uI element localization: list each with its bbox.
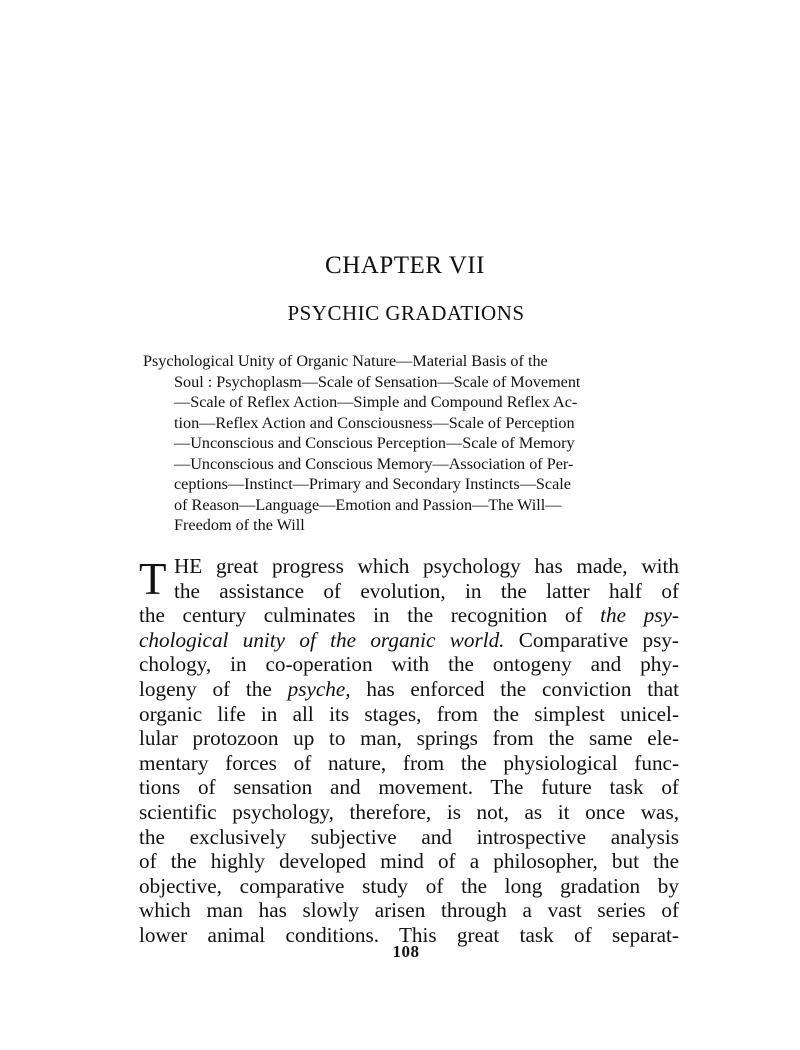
body-line [139,603,679,628]
synopsis-line: tion—Reflex Action and Consciousness—Scale of Perception [174,413,575,432]
body-line-text: has enforced the conviction that [350,676,679,701]
body-line: tions of sensation and movement. The future task of [139,775,679,800]
body-line: of the highly developed mind of a philosopher, but the [139,849,679,874]
drop-cap: T [139,554,167,604]
body-line: lular protozoon up to man, springs from the same ele- [139,726,679,751]
emphasis-text: the psy- [600,603,679,628]
synopsis-line: Psychological Unity of Organic Nature—Material Basis of the [143,352,548,370]
chapter-title: CHAPTER VII [325,252,485,279]
page-number: 108 [392,942,420,961]
emphasis-text: psyche, [287,676,351,701]
body-line-text: Comparative psy- [504,627,679,652]
body-line: lower animal conditions. This great task of separat- [139,922,679,947]
body-line: scientific psychology, therefore, is not, as it once was, [139,799,679,824]
body-line: which man has slowly arisen through a vast series of [139,898,679,923]
synopsis-line: of Reason—Language—Emotion and Passion—The Will— [174,495,562,514]
synopsis-line: —Unconscious and Conscious Perception—Scale of Memory [174,434,575,452]
chapter-subtitle: PSYCHIC GRADATIONS [287,301,525,325]
synopsis-line: —Unconscious and Conscious Memory—Association of Per- [174,454,574,473]
body-line: HE great progress which psychology has made, with [174,554,679,578]
synopsis-line: ceptions—Instinct—Primary and Secondary Instincts—Scale [174,475,571,493]
body-line-text: logeny of the [139,676,288,701]
body-line: mentary forces of nature, from the physiological func- [139,750,679,775]
body-paragraph [139,554,679,948]
body-line: chology, in co-operation with the ontogeny and phy- [139,652,679,677]
body-line: objective, comparative study of the long gradation by [139,873,679,898]
body-line [139,628,679,653]
body-line-text: the century culminates in the recognition of [139,603,601,628]
synopsis-line: Soul : Psychoplasm—Scale of Sensation—Scale of Movement [174,372,581,391]
synopsis-line: —Scale of Reflex Action—Simple and Compound Reflex Ac- [174,393,578,411]
body-line [139,677,679,702]
chapter-synopsis [143,351,679,536]
body-line: the exclusively subjective and introspective analysis [139,824,679,849]
synopsis-line: Freedom of the Will [174,516,305,534]
body-line: organic life in all its stages, from the simplest unicel- [139,701,679,726]
body-line: the assistance of evolution, in the latter half of [174,578,679,603]
emphasis-text: chological unity of the organic world. [139,627,505,652]
